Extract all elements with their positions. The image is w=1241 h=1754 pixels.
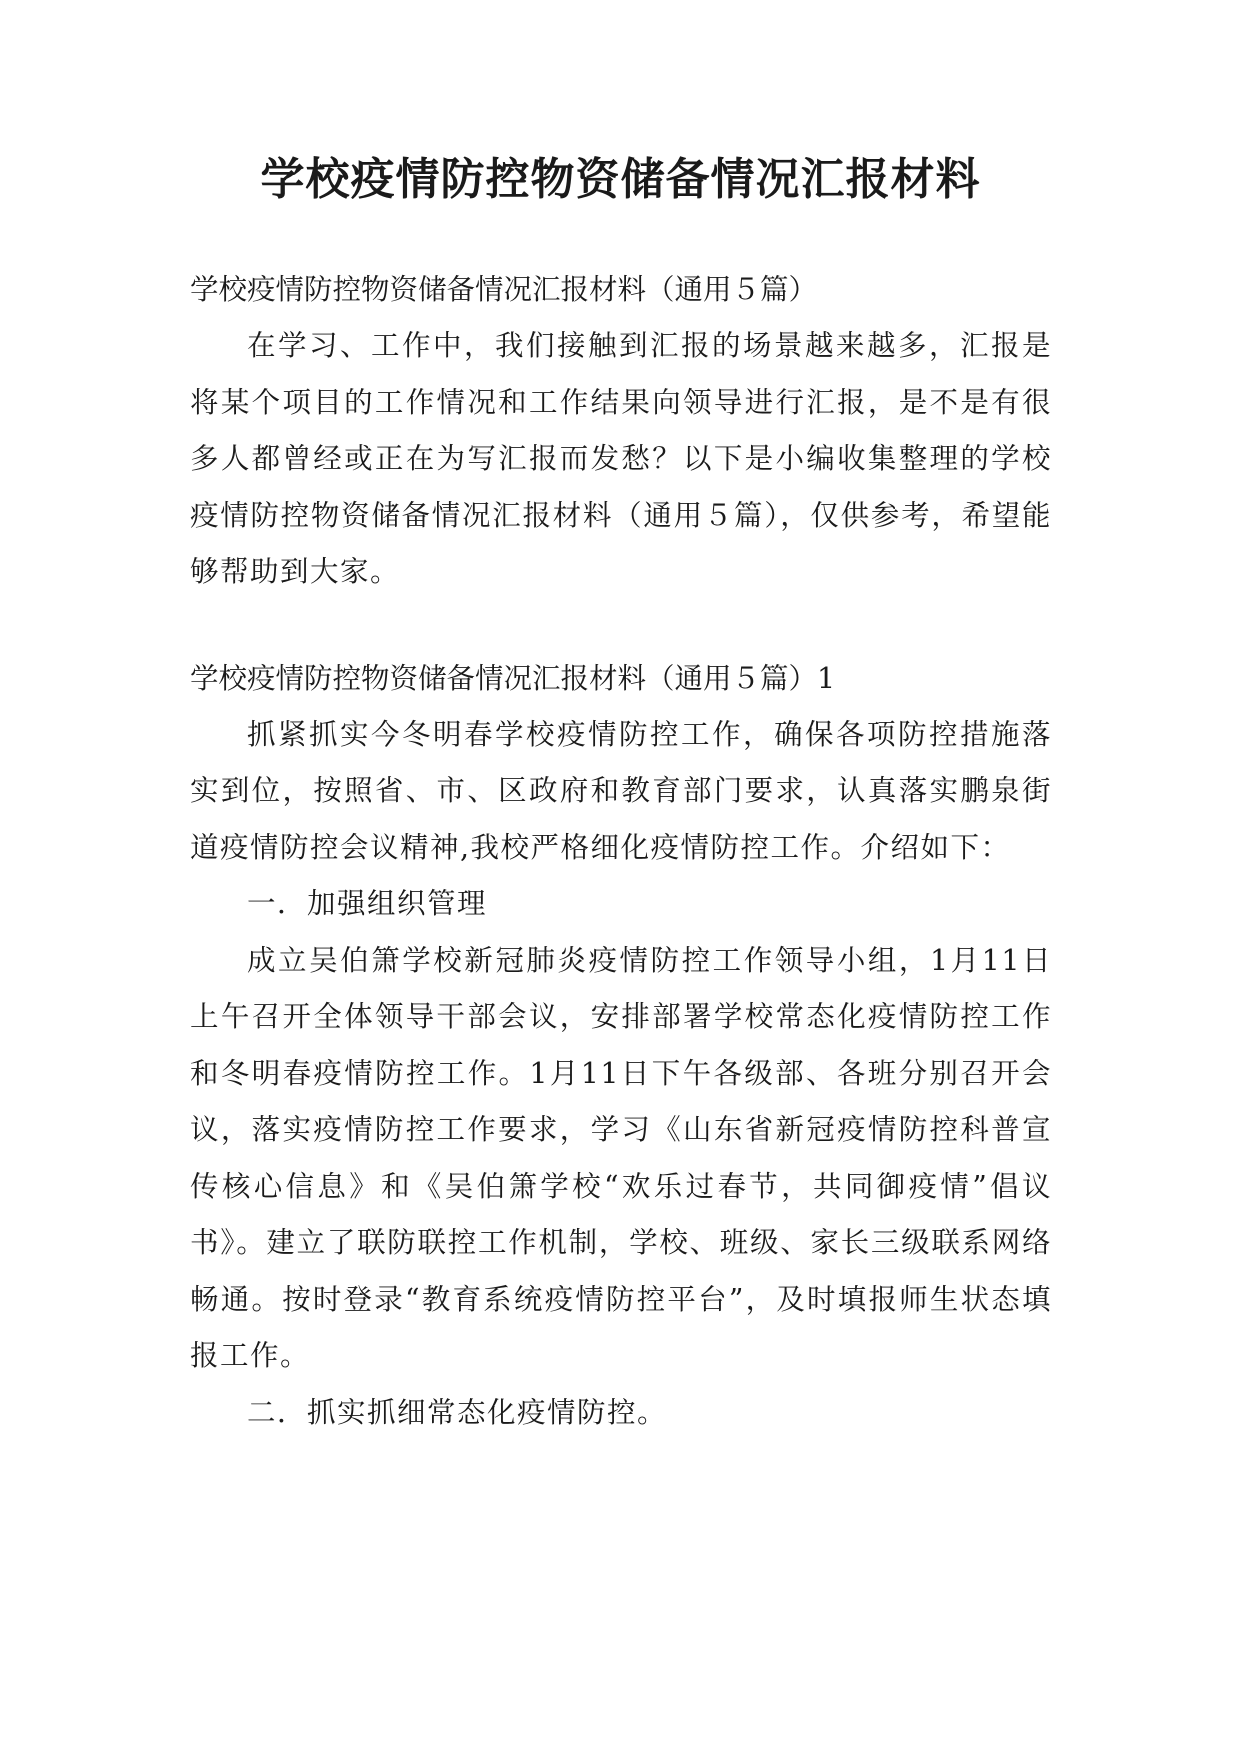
- intro-paragraph: 在学习、工作中，我们接触到汇报的场景越来越多，汇报是将某个项目的工作情况和工作结果向领导进行汇报，是不是有很多人都曾经或正在为写汇报而发愁？以下是小编收集整理的学校疫情防控物资储备情况汇报材料（通用５篇），仅供参考，希望能够帮助到大家。: [190, 329, 1052, 588]
- intro-heading: 学校疫情防控物资储备情况汇报材料（通用５篇）: [190, 273, 818, 306]
- point1-heading: 一．加强组织管理: [247, 887, 488, 920]
- section-spacer: [190, 601, 1052, 651]
- section1-paragraph: 抓紧抓实今冬明春学校疫情防控工作，确保各项防控措施落实到位，按照省、市、区政府和教育部门要求，认真落实鹏泉街道疫情防控会议精神,我校严格细化疫情防控工作。介绍如下：: [190, 717, 1052, 864]
- point2-heading: 二．抓实抓细常态化疫情防控。: [247, 1395, 668, 1429]
- section1-heading: 学校疫情防控物资储备情况汇报材料（通用５篇）1: [190, 661, 836, 695]
- document-body: [190, 262, 1052, 1441]
- document-title: 学校疫情防控物资储备情况汇报材料: [260, 154, 981, 205]
- point1-paragraph: 成立吴伯箫学校新冠肺炎疫情防控工作领导小组，1月11日上午召开全体领导干部会议，安排部署学校常态化疫情防控工作和冬明春疫情防控工作。1月11日下午各级部、各班分别召开会议，落实疫情防控工作要求，学习《山东省新冠疫情防控科普宣传核心信息》和《吴伯箫学校“欢乐过春节，共同御疫情”倡议书》。建立了联防联控工作机制，学校、班级、家长三级联系网络畅通。按时登录“教育系统疫情防控平台”，及时填报师生状态填报工作。: [190, 943, 1052, 1372]
